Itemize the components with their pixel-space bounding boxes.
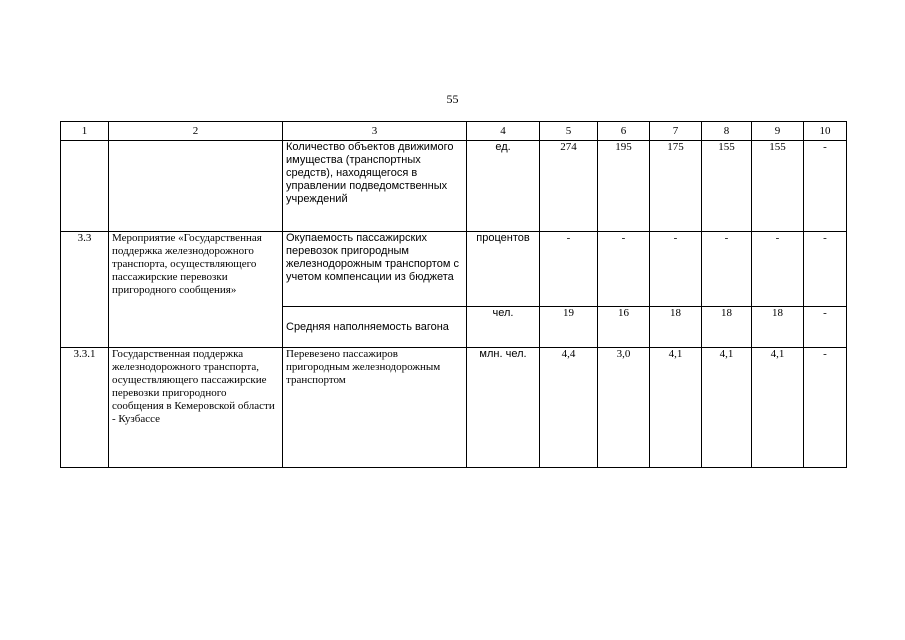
value-cell: 175 bbox=[650, 141, 702, 232]
measure-cell: Государственная поддержка железнодорожного транспорта, осуществляющего пассажирские перевозки пригородного сообщения в Кемеровской области - Кузбассе bbox=[109, 348, 283, 468]
value-cell: - bbox=[540, 232, 598, 307]
value-cell: - bbox=[598, 232, 650, 307]
measure-cell: Мероприятие «Государственная поддержка железнодорожного транспорта, осуществляющего пассажирские перевозки пригородного сообщения» bbox=[109, 232, 283, 348]
header-cell: 7 bbox=[650, 122, 702, 141]
value-cell: 4,1 bbox=[702, 348, 752, 468]
header-cell: 2 bbox=[109, 122, 283, 141]
value-cell: 18 bbox=[702, 307, 752, 348]
header-cell: 1 bbox=[61, 122, 109, 141]
indicator-cell: Количество объектов движимого имущества (транспортных средств), находящегося в управлении подведомственных учреждений bbox=[283, 141, 467, 232]
indicator-cell: Перевезено пассажиров пригородным железнодорожным транспортом bbox=[283, 348, 467, 468]
header-cell: 3 bbox=[283, 122, 467, 141]
header-cell: 5 bbox=[540, 122, 598, 141]
table-row bbox=[61, 232, 847, 307]
value-cell: 4,1 bbox=[752, 348, 804, 468]
page-number: 55 bbox=[446, 92, 459, 106]
value-cell: 4,1 bbox=[650, 348, 702, 468]
header-cell: 8 bbox=[702, 122, 752, 141]
header-cell: 10 bbox=[804, 122, 847, 141]
value-cell: - bbox=[702, 232, 752, 307]
value-cell: - bbox=[804, 348, 847, 468]
table-header-row bbox=[61, 122, 847, 141]
unit-cell: процентов bbox=[467, 232, 540, 307]
header-cell: 6 bbox=[598, 122, 650, 141]
value-cell: 3,0 bbox=[598, 348, 650, 468]
value-cell: 18 bbox=[752, 307, 804, 348]
value-cell: 4,4 bbox=[540, 348, 598, 468]
code-cell bbox=[61, 141, 109, 232]
value-cell: 155 bbox=[702, 141, 752, 232]
header-cell: 9 bbox=[752, 122, 804, 141]
value-cell: - bbox=[804, 141, 847, 232]
indicator-cell: Средняя наполняемость вагона bbox=[283, 307, 467, 348]
value-cell: - bbox=[752, 232, 804, 307]
code-cell: 3.3.1 bbox=[61, 348, 109, 468]
value-cell: 19 bbox=[540, 307, 598, 348]
unit-cell: млн. чел. bbox=[467, 348, 540, 468]
value-cell: - bbox=[804, 232, 847, 307]
value-cell: - bbox=[650, 232, 702, 307]
value-cell: 155 bbox=[752, 141, 804, 232]
measure-cell bbox=[109, 141, 283, 232]
unit-cell: ед. bbox=[467, 141, 540, 232]
value-cell: 274 bbox=[540, 141, 598, 232]
value-cell: 16 bbox=[598, 307, 650, 348]
value-cell: - bbox=[804, 307, 847, 348]
code-cell: 3.3 bbox=[61, 232, 109, 348]
value-cell: 195 bbox=[598, 141, 650, 232]
data-table bbox=[60, 121, 847, 468]
header-cell: 4 bbox=[467, 122, 540, 141]
unit-cell: чел. bbox=[467, 307, 540, 348]
value-cell: 18 bbox=[650, 307, 702, 348]
indicator-cell: Окупаемость пассажирских перевозок пригородным железнодорожным транспортом с учетом компенсации из бюджета bbox=[283, 232, 467, 307]
table-row bbox=[61, 141, 847, 232]
table-row bbox=[61, 348, 847, 468]
